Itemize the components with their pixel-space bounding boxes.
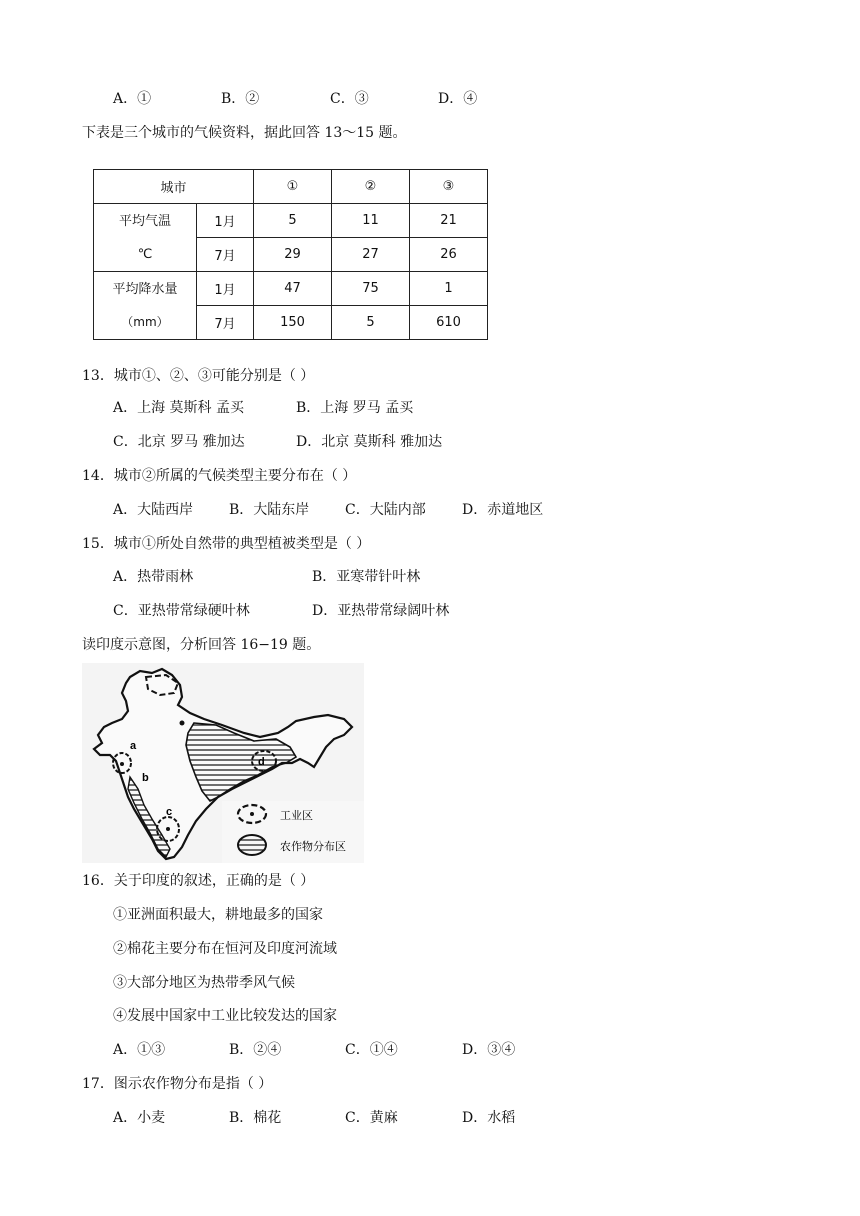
city-2-header: ② (332, 170, 410, 204)
q17-option-c: C．黄麻 (345, 1110, 398, 1126)
city-1-header: ① (254, 170, 332, 204)
legend-crop-symbol (238, 835, 266, 855)
map-label-b: b (142, 772, 149, 784)
precip-jan-city-1: 47 (254, 272, 332, 306)
capital-dot (180, 721, 185, 726)
q16-statement-1: ①亚洲面积最大，耕地最多的国家 (113, 907, 323, 923)
precip-label-title: 平均降水量 (112, 281, 178, 297)
q12-option-d: D．④ (438, 91, 478, 107)
q16-option-c: C．①④ (345, 1042, 398, 1058)
temp-jan-city-2: 11 (332, 204, 410, 238)
industrial-zone-a-dot (120, 762, 124, 766)
q13-option-c: C．北京 罗马 雅加达 (113, 434, 245, 450)
temp-jul-city-1: 29 (254, 238, 332, 272)
q12-option-a: A．① (113, 91, 152, 107)
precip-label-unit: （mm） (121, 314, 169, 329)
q14-option-d: D．赤道地区 (462, 502, 544, 518)
map-label-d: d (258, 756, 265, 768)
q16-statement-2: ②棉花主要分布在恒河及印度河流域 (113, 941, 337, 957)
temp-month-jan: 1月 (197, 204, 254, 238)
q15-option-b: B．亚寒带针叶林 (312, 569, 421, 585)
india-map (82, 663, 364, 863)
q15-option-d: D．亚热带常绿阔叶林 (312, 603, 450, 619)
precip-jul-city-2: 5 (332, 306, 410, 340)
q15-option-a: A．热带雨林 (113, 569, 194, 585)
temp-label-unit: ℃ (137, 246, 153, 262)
q16-option-b: B．②④ (229, 1042, 282, 1058)
precip-jan-city-3: 1 (410, 272, 488, 306)
q17-stem: 17．图示农作物分布是指（ ） (82, 1076, 273, 1092)
q15-option-c: C．亚热带常绿硬叶林 (113, 603, 250, 619)
q15-stem: 15．城市①所处自然带的典型植被类型是（ ） (82, 536, 371, 552)
q17-option-a: A．小麦 (113, 1110, 166, 1126)
temp-label-title: 平均气温 (118, 213, 171, 229)
q16-statement-3: ③大部分地区为热带季风气候 (113, 975, 295, 991)
temp-jul-city-3: 26 (410, 238, 488, 272)
q16-option-a: A．①③ (113, 1042, 166, 1058)
city-header: 城市 (94, 170, 254, 204)
intro-16-19: 读印度示意图，分析回答 16−19 题。 (82, 637, 321, 653)
q16-statement-4: ④发展中国家中工业比较发达的国家 (113, 1008, 337, 1024)
climate-table (93, 169, 488, 340)
q13-option-a: A．上海 莫斯科 孟买 (113, 400, 245, 416)
legend-industry-dot (250, 812, 254, 816)
q14-option-c: C．大陆内部 (345, 502, 426, 518)
city-3-header: ③ (410, 170, 488, 204)
precip-label (94, 272, 197, 340)
temp-month-jul: 7月 (197, 238, 254, 272)
q12-option-c: C．③ (330, 91, 369, 107)
q14-option-a: A．大陆西岸 (113, 502, 194, 518)
india-map-drawing (82, 663, 364, 863)
q13-stem: 13．城市①、②、③可能分别是（ ） (82, 368, 315, 384)
q13-option-d: D．北京 莫斯科 雅加达 (296, 434, 443, 450)
q16-stem: 16．关于印度的叙述，正确的是（ ） (82, 873, 315, 889)
temp-jan-city-3: 21 (410, 204, 488, 238)
precip-month-jul: 7月 (197, 306, 254, 340)
q16-option-d: D．③④ (462, 1042, 516, 1058)
legend-crop-label: 农作物分布区 (280, 840, 346, 853)
q17-option-b: B．棉花 (229, 1110, 282, 1126)
q14-stem: 14．城市②所属的气候类型主要分布在（ ） (82, 468, 357, 484)
precip-jan-city-2: 75 (332, 272, 410, 306)
map-label-a: a (130, 740, 137, 752)
map-label-c: c (166, 806, 173, 818)
q14-option-b: B．大陆东岸 (229, 502, 310, 518)
precip-month-jan: 1月 (197, 272, 254, 306)
precip-jul-city-3: 610 (410, 306, 488, 340)
q13-option-b: B．上海 罗马 孟买 (296, 400, 414, 416)
temp-jan-city-1: 5 (254, 204, 332, 238)
precip-jul-city-1: 150 (254, 306, 332, 340)
industrial-zone-c-dot (166, 827, 170, 831)
legend-industry-label: 工业区 (280, 809, 313, 822)
q17-option-d: D．水稻 (462, 1110, 516, 1126)
temp-jul-city-2: 27 (332, 238, 410, 272)
intro-13-15: 下表是三个城市的气候资料，据此回答 13～15 题。 (82, 125, 407, 141)
q12-option-b: B．② (221, 91, 260, 107)
temp-label (94, 204, 197, 272)
